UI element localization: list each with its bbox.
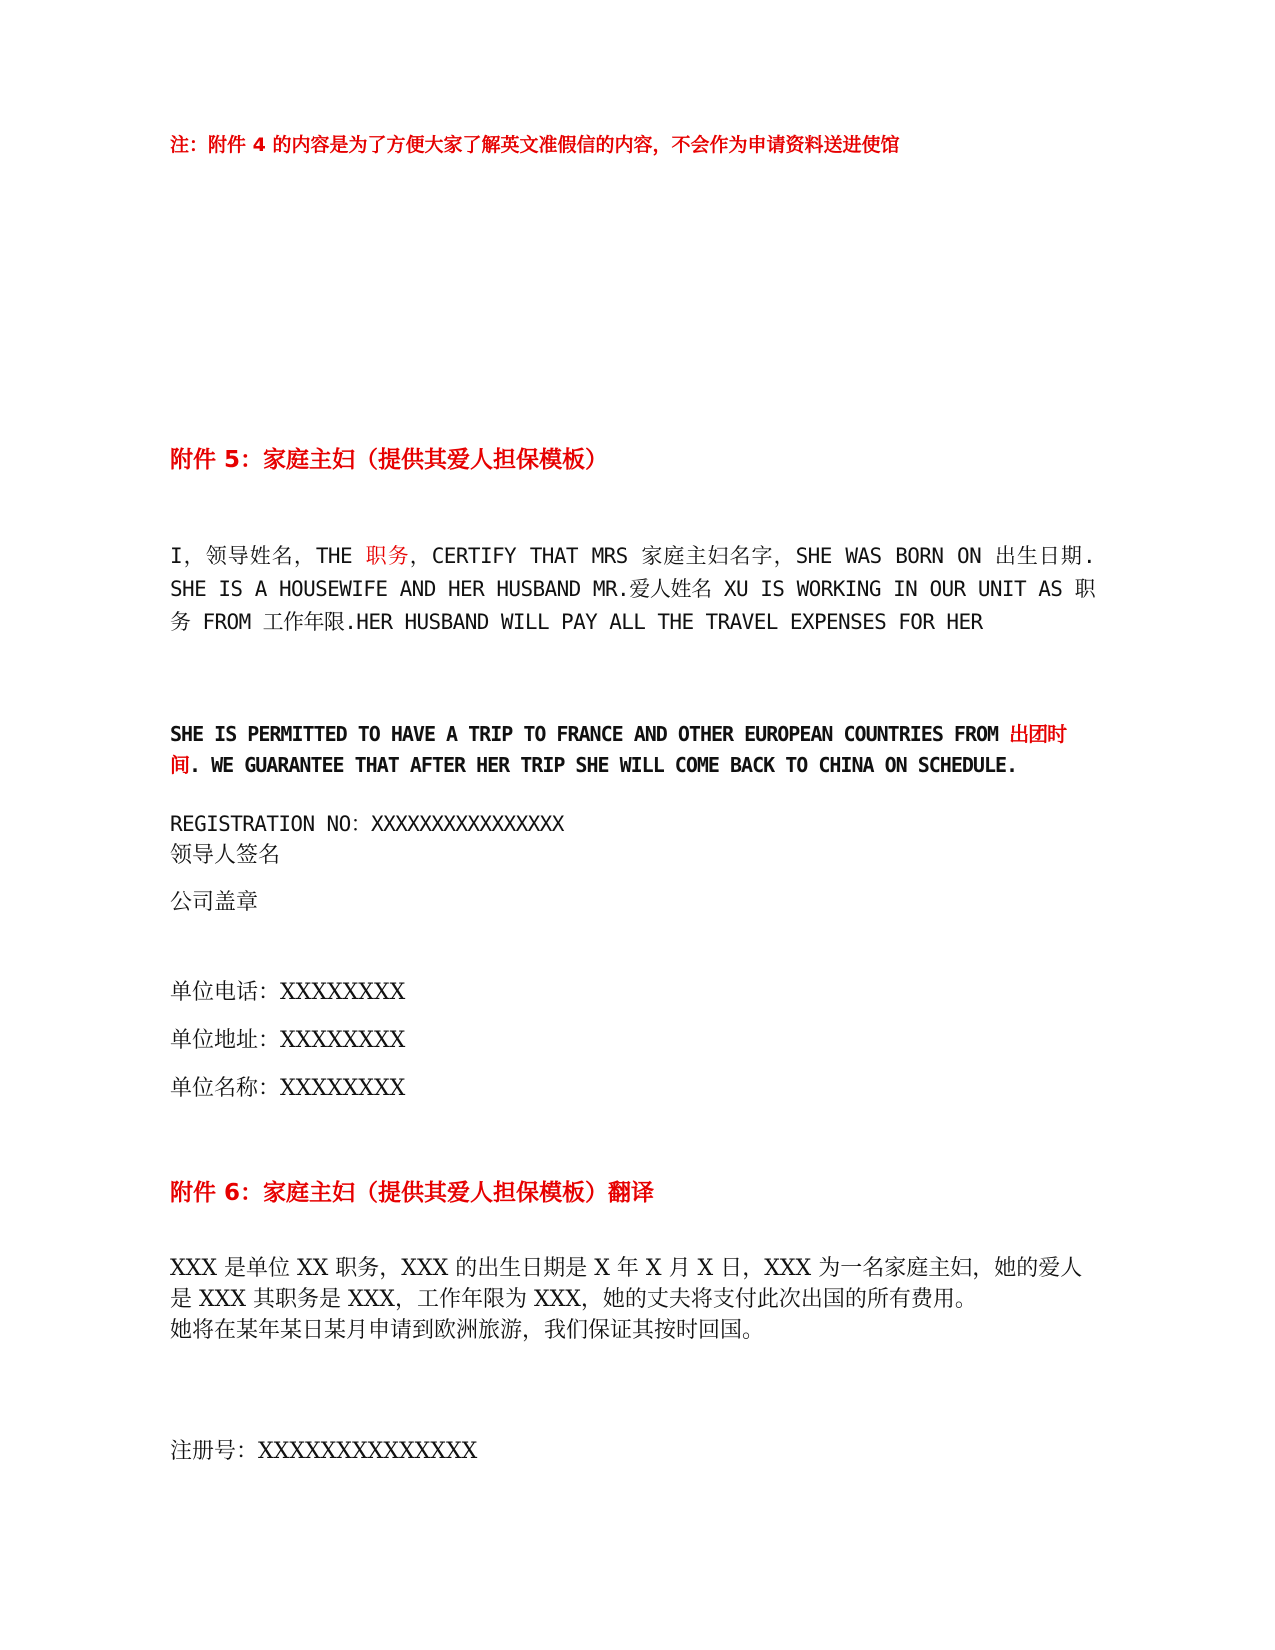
company-seal: 公司盖章 (170, 890, 259, 915)
unit-address: 单位地址：XXXXXXXX (170, 1028, 406, 1053)
attachment-5-title: 附件 5：家庭主妇（提供其爱人担保模板） (170, 447, 609, 473)
cert-text-rest: ，CERTIFY THAT MRS 家庭主妇名字，SHE WAS BORN ON 出生日期. SHE IS A HOUSEWIFE AND HER HUSBAND MR.爱人姓名 XU IS WORKING IN OUR UNIT AS 职务 FROM 工作年限.HER HUSBAND WILL PAY ALL THE TRAVEL EXPENSES FOR HER (170, 544, 1095, 634)
departure-date-placeholder: 出团时间 (170, 722, 1067, 777)
certification-paragraph (170, 540, 1095, 639)
cert-text-start: I，领导姓名，THE (170, 544, 366, 568)
leader-signature: 领导人签名 (170, 843, 281, 868)
translation-paragraph-1: XXX 是单位 XX 职务，XXX 的出生日期是 X 年 X 月 X 日，XXX 为一名家庭主妇，她的爱人是 XXX 其职务是 XXX，工作年限为 XXX，她的丈夫将支付此次出国的所有费用。 (170, 1256, 1083, 1312)
translation-body (170, 1253, 1095, 1346)
permit-text-rest: . WE GUARANTEE THAT AFTER HER TRIP SHE WILL COME BACK TO CHINA ON SCHEDULE. (189, 753, 1018, 777)
registration-number-cn: 注册号：XXXXXXXXXXXXXX (170, 1439, 478, 1464)
unit-name: 单位名称：XXXXXXXX (170, 1076, 406, 1101)
attachment-note: 注：附件 4 的内容是为了方便大家了解英文准假信的内容，不会作为申请资料送进使馆 (170, 134, 900, 156)
unit-phone: 单位电话：XXXXXXXX (170, 980, 406, 1005)
registration-number: REGISTRATION NO：XXXXXXXXXXXXXXXX (170, 812, 564, 836)
translation-paragraph-2: 她将在某年某日某月申请到欧洲旅游，我们保证其按时回国。 (170, 1318, 765, 1343)
cert-position-placeholder: 职务 (365, 544, 410, 568)
permission-paragraph (170, 719, 1095, 781)
permit-text-start: SHE IS PERMITTED TO HAVE A TRIP TO FRANCE AND OTHER EUROPEAN COUNTRIES FROM (170, 722, 1010, 746)
attachment-6-title: 附件 6：家庭主妇（提供其爱人担保模板）翻译 (170, 1180, 655, 1206)
